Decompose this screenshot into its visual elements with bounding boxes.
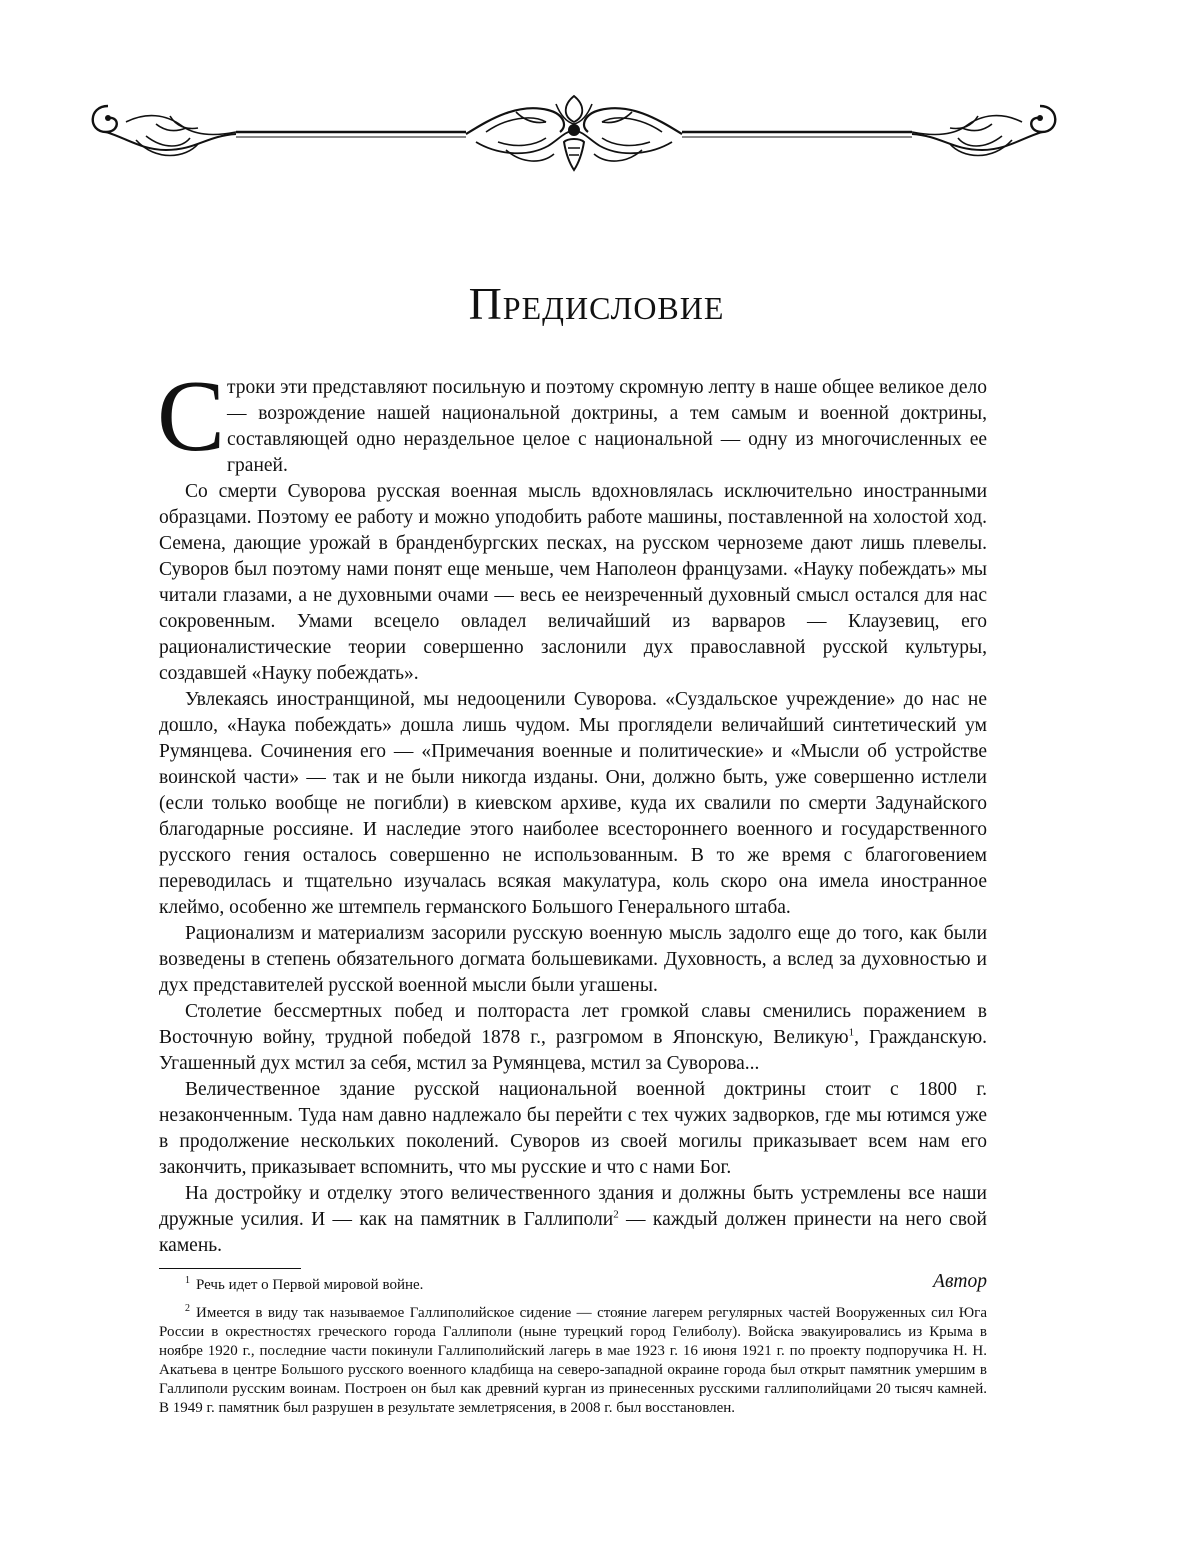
paragraph-3: Увлекаясь иностранщиной, мы недооценили Суворова. «Суздальское учреждение» до нас не дошло, «Наука побеждать» дошла лишь чудом. Мы проглядели величайший синтетический ум Румянцева. Сочинения его — «Примечания военные и политические» и «Мысли об устройстве воинской части» — так и не были никогда изданы. Они, должно быть, уже совершенно истлели (если только вообще не погибли) в киевском архиве, куда их свалили по смерти Задунайского благодарные россияне. И наследие этого наиболее всестороннего военного и государственного русского гения осталось совершенно не использованным. В то же время с благоговением переводилась и тщательно изучалась всякая макулатура, коль скоро она имела иностранное клеймо, особенно же штемпель германского Большого Генерального штаба. [159,689,987,918]
body-text [157,360,988,1295]
footnotes [159,1276,987,1427]
footnote-number-1: 1 [185,1275,190,1286]
header-ornament [86,92,1062,174]
paragraph-6: Величественное здание русской национальной военной доктрины стоит с 1800 г. незаконченным. Туда нам давно надлежало бы перейти с тех чужих задворков, где мы ютимся уже в продолжение нескольких поколений. Суворов из своей могилы приказывает всем нам его закончить, приказывает вспомнить, что мы русские и что с нами Бог. [159,1079,987,1178]
footnote-divider [159,1268,301,1269]
paragraph-5 [159,999,987,1077]
paragraph-7-text-a: На достройку и отделку этого величественного здания и должны быть устремлены все наши дружные усилия. И — как на памятник в Галлиполи [159,1183,987,1230]
footnote-ref-2: 2 [613,1208,619,1221]
page-title: Предисловие [468,278,725,329]
paragraph-7-text-b: — каждый должен принести на него свой камень. [159,1209,987,1256]
footnote-2 [159,1304,987,1418]
paragraph-7 [159,1181,987,1259]
footnote-ref-1: 1 [848,1026,855,1039]
paragraph-2: Со смерти Суворова русская военная мысль вдохновлялась исключительно иностранными образцами. Поэтому ее работу и можно уподобить работе машины, поставленной на холостой ход. Семена, дающие урожай в бранденбургских песках, на русском черноземе дают лишь плевелы. Суворов был поэтому нами понят еще меньше, чем Наполеон французами. «Науку побеждать» мы читали глазами, а не духовными очами — весь ее неизреченный духовный смысл остался для нас сокровенным. Умами всецело овладел величайший из варваров — Клаузевиц, его рационалистические теории совершенно заслонили дух православной русской культуры, создавшей «Науку побеждать». [159,481,987,684]
drop-cap: С [157,360,226,473]
paragraph-4: Рационализм и материализм засорили русскую военную мысль задолго еще до того, как были возведены в степень обязательного догмата большевиками. Духовность, а вслед за духовностью и дух представителей русской военной мысли были угашены. [159,923,987,996]
footnote-text-1: Речь идет о Первой мировой войне. [196,1277,424,1293]
paragraph-5-text-a: Столетие бессмертных побед и полтораста лет громкой славы сменились поражением в Восточную войну, трудной победой 1878 г., разгромом в Японскую, Великую [159,1001,987,1048]
paragraph-5-text-b: , Гражданскую. Угашенный дух мстил за себя, мстил за Румянцева, мстил за Суворова... [159,1027,988,1074]
footnote-text-2: Имеется в виду так называемое Галлиполийское сидение — стояние лагерем регулярных частей Вооруженных сил Юга России в окрестностях греческого города Галлиполи (ныне турецкий город Гелиболу). Войска эвакуировались из Крыма в ноябре 1920 г., последние части покинули Галлиполийский лагерь в мае 1923 г. 16 июня 1921 г. по проекту подпоручика Н. Н. Акатьева в центре Большого русского военного кладбища на северо-западной окраине города был открыт памятник умершим в Галлиполи русским воинам. Построен он был как древний курган из принесенных русскими галлиполийцами 20 тысяч камней. В 1949 г. памятник был разрушен в результате землетрясения, в 2008 г. был восстановлен. [159,1305,987,1416]
footnote-1 [159,1276,987,1295]
footnote-number-2: 2 [185,1303,190,1314]
paragraph-1-text: троки эти представляют посильную и поэтому скромную лепту в наше общее великое дело — возрождение нашей национальной доктрины, а тем самым и военной доктрины, составляющей одно нераздельное целое с национальной — одну из многочисленных ее граней. [227,377,987,476]
author-signature: Автор [933,1271,987,1292]
paragraph-1 [157,360,987,479]
